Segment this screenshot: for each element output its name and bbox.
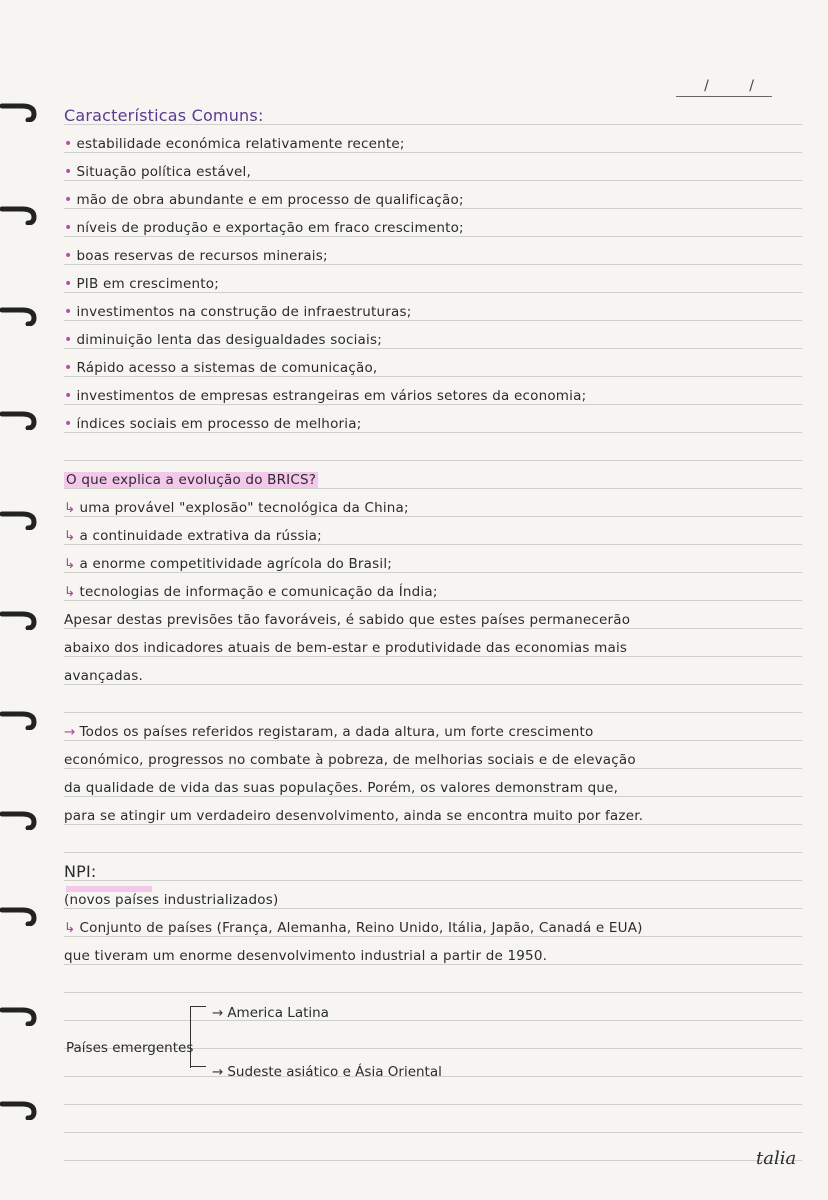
list-item: • mão de obra abundante e em processo de qualificação; <box>64 192 802 208</box>
emerging-label: Países emergentes <box>66 1040 194 1056</box>
signature: talia <box>756 1148 797 1169</box>
list-item: • diminuição lenta das desigualdades sociais; <box>64 332 802 348</box>
npi-subtitle: (novos países industrializados) <box>64 892 279 908</box>
paragraph-text: Conjunto de países (França, Alemanha, Reino Unido, Itália, Japão, Canadá e EUA) <box>79 920 643 936</box>
arrow-icon: → <box>64 724 76 740</box>
list-item: • investimentos na construção de infraestruturas; <box>64 304 802 320</box>
binder-ring-icon <box>0 700 44 730</box>
paragraph-line: que tiveram um enorme desenvolvimento industrial a partir de 1950. <box>64 948 548 964</box>
paragraph-line: económico, progressos no combate à pobreza, de melhorias sociais e de elevação <box>64 752 636 768</box>
question-text: O que explica a evolução do BRICS? <box>66 472 317 488</box>
list-item: • Situação política estável, <box>64 164 802 180</box>
arrow-icon: → <box>212 1005 224 1021</box>
branch-item <box>212 1005 329 1021</box>
paragraph-line: da qualidade de vida das suas populações. Porém, os valores demonstram que, <box>64 780 619 796</box>
binder-ring-icon <box>0 800 44 830</box>
date-field: / / <box>676 78 772 97</box>
paragraph-line <box>64 724 802 740</box>
answer-item <box>64 528 802 544</box>
binder-ring-icon <box>0 600 44 630</box>
answer-item <box>64 500 802 516</box>
answer-text: a enorme competitividade agrícola do Brasil; <box>79 556 393 572</box>
binder-ring-icon <box>0 92 44 122</box>
paragraph-text: Todos os países referidos registaram, a dada altura, um forte crescimento <box>79 724 594 740</box>
branch-text: America Latina <box>227 1005 329 1021</box>
question-heading <box>64 472 802 488</box>
list-item: • estabilidade económica relativamente recente; <box>64 136 802 152</box>
paragraph-line: avançadas. <box>64 668 143 684</box>
answer-item <box>64 584 802 600</box>
arrow-icon: ↳ <box>64 500 76 516</box>
list-item: • índices sociais em processo de melhoria; <box>64 416 802 432</box>
binder-ring-icon <box>0 896 44 926</box>
branch-text: Sudeste asiático e Ásia Oriental <box>227 1064 442 1080</box>
binder-ring-icon <box>0 1090 44 1120</box>
list-item: • Rápido acesso a sistemas de comunicação, <box>64 360 802 376</box>
answer-text: uma provável "explosão" tecnológica da China; <box>79 500 409 516</box>
branch-arrow-bottom <box>190 1066 206 1067</box>
answer-item <box>64 556 802 572</box>
binder-ring-icon <box>0 195 44 225</box>
binder-ring-icon <box>0 400 44 430</box>
binder-ring-icon <box>0 500 44 530</box>
answer-text: tecnologias de informação e comunicação da Índia; <box>79 584 438 600</box>
arrow-icon: → <box>212 1064 224 1080</box>
paragraph-line: Apesar destas previsões tão favoráveis, é sabido que estes países permanecerão <box>64 612 631 628</box>
npi-title: NPI: <box>64 862 97 881</box>
branch-arrow-top <box>190 1006 206 1007</box>
section-title: Características Comuns: <box>64 106 264 125</box>
paragraph-line: abaixo dos indicadores atuais de bem-estar e produtividade das economias mais <box>64 640 628 656</box>
list-item: • investimentos de empresas estrangeiras em vários setores da economia; <box>64 388 802 404</box>
arrow-icon: ↳ <box>64 920 76 936</box>
binder-ring-icon <box>0 296 44 326</box>
list-item: • boas reservas de recursos minerais; <box>64 248 802 264</box>
list-item: • níveis de produção e exportação em fraco crescimento; <box>64 220 802 236</box>
arrow-icon: ↳ <box>64 528 76 544</box>
arrow-icon: ↳ <box>64 556 76 572</box>
branch-item <box>212 1064 442 1080</box>
paragraph-line: para se atingir um verdadeiro desenvolvimento, ainda se encontra muito por fazer. <box>64 808 644 824</box>
answer-text: a continuidade extrativa da rússia; <box>79 528 322 544</box>
paragraph-line <box>64 920 802 936</box>
list-item: • PIB em crescimento; <box>64 276 802 292</box>
arrow-icon: ↳ <box>64 584 76 600</box>
branch-bracket <box>190 1006 211 1068</box>
binder-ring-icon <box>0 996 44 1026</box>
